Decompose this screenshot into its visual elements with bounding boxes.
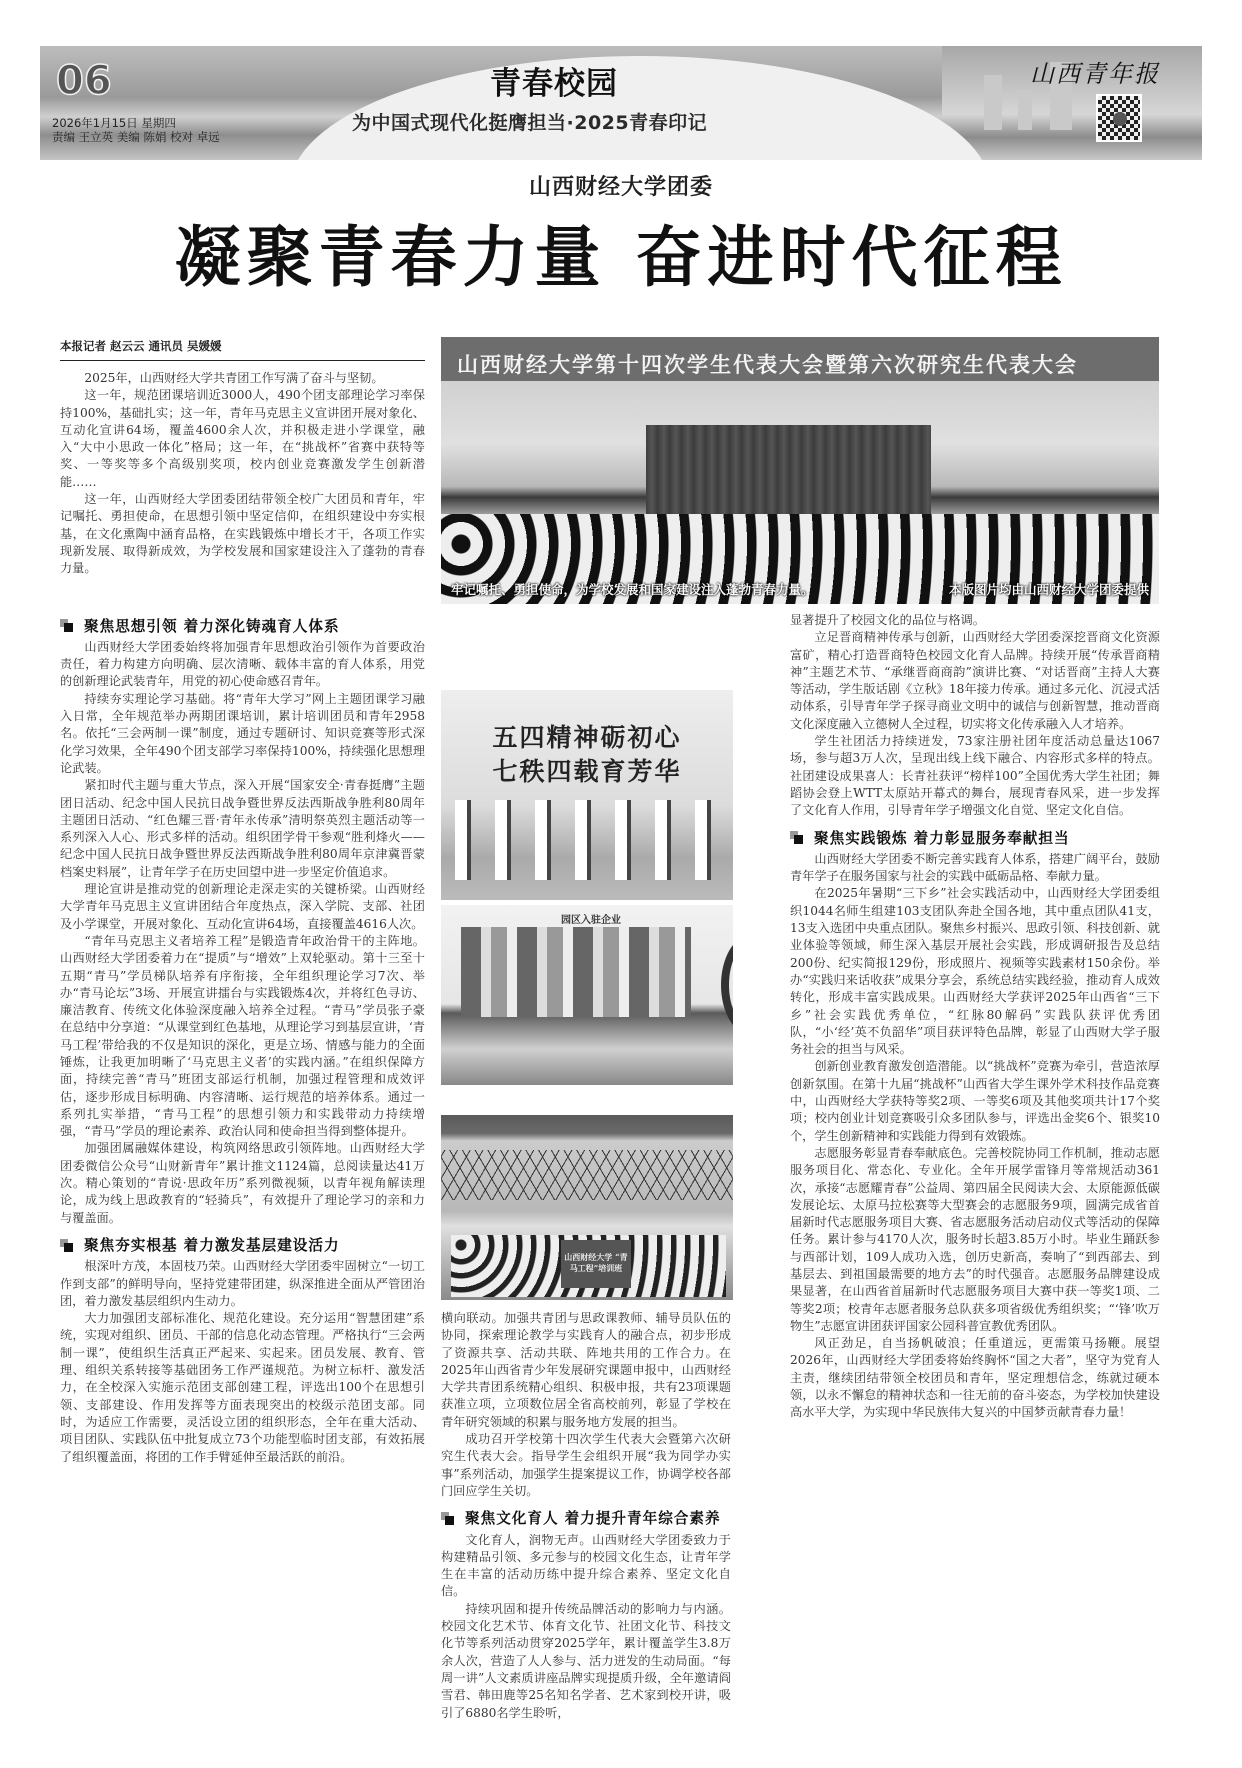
newspaper-logo: 山西青年报 xyxy=(1030,60,1160,88)
intro-paragraph: 这一年，规范团课培训近3000人，490个团支部理论学习率保持100%，基础扎实；这一年，青年马克思主义宣讲团开展对象化、互动化宣讲64场，覆盖4600余人次，并积极走进小学课堂，融入“大中小思政一体化”格局；这一年，在“挑战杯”省赛中获特等奖、一等奖等多个高级别奖项，校内创业竞赛激发学生创新潜能…… xyxy=(60,388,425,489)
photo-exhibition-booth xyxy=(441,905,733,1085)
skyline-building xyxy=(984,75,1002,130)
body-paragraph-continued: 横向联动。加强共青团与思政课教师、辅导员队伍的协同，探索理论教学与实践育人的融合点，初步形成了资源共享、活动共联、阵地共用的工作合力。在2025年山西省青少年发展研究课题申报中，山西财经大学共青团系统精心组织、积极申报，共有23项课题获准立项，立项数位居全省高校前列，彰显了学校在青年研究领域的积累与服务地方发展的担当。 xyxy=(441,1311,731,1429)
body-paragraph: 志愿服务彰显青春奉献底色。完善校院协同工作机制，推动志愿服务项目化、常态化、专业化。全年开展学雷锋月等常规活动361次，承接“志愿耀青春”公益周、第四届全民阅读大会、太原能源低碳发展论坛、太原马拉松赛等大型赛会的志愿服务9项，圆满完成省首届新时代志愿服务项目大赛、省志愿服务活动启动仪式等活动的保障任务。累计参与4170人次，服务时长超3.85万小时。毕业生踊跃参与西部计划，109人成功入选，创历史新高，奏响了“到西部去、到基层去、到祖国最需要的地方去”的时代强音。志愿服务品牌建设成果显著，在山西省首届新时代志愿服务项目大赛中获一等奖1项、二等奖2项；校青年志愿者服务总队获多项省级优秀组织奖；“‘锋’吹万物生”志愿宣讲团获评国家公园科普宣教优秀团队。 xyxy=(790,1145,1160,1333)
display-wall xyxy=(461,927,691,1017)
body-paragraph: 加强团属融媒体建设，构筑网络思政引领阵地。山西财经大学团委微信公众号“山财新青年”累计推文1124篇，总阅读量达41万次。精心策划的“青说·思政年历”系列微视频，以青年视角解读理论，成为线上思政教育的“轻骑兵”，有效提升了理论学习的亲和力与覆盖面。 xyxy=(60,1141,425,1225)
section-heading xyxy=(60,1237,425,1254)
group-flag: 山西财经大学 “青马工程”培训班 xyxy=(561,1240,631,1288)
article-column-1 xyxy=(60,370,425,1466)
byline: 本报记者 赵云云 通讯员 吴媛媛 xyxy=(60,338,425,361)
section-subtitle: 为中国式现代化挺膺担当·2025青春印记 xyxy=(352,112,708,134)
skyline-building xyxy=(1018,90,1032,130)
body-paragraph: “青年马克思主义者培养工程”是锻造青年政治骨干的主阵地。山西财经大学团委着力在“提质”与“增效”上双轮驱动。第十三至十五期“青马”学员梯队培养有序衔接，全年组织理论学习7次、举办“青马论坛”3场、开展宣讲擂台与实践锻炼4次，并将红色寻访、廉洁教育、传统文化体验深度融入培养全过程。“青马”学员张子豪在总结中分享道：“从课堂到红色基地，从理论学习到基层宣讲，‘青马工程’带给我的不仅是知识的深化，更是立场、情感与能力的全面锤炼，让我更加明晰了‘马克思主义者’的实践内涵。”在组织保障方面，持续完善“青马”班团支部运行机制，加强过程管理和成效评估，逐步形成目标明确、内容清晰、运行规范的培养体系。通过一系列扎实举措，“青马工程”的思想引领力和实践带动力持续增强，“青马”学员的理论素养、政治认同和使命担当得到整体提升。 xyxy=(60,933,425,1139)
section-heading-text: 聚焦文化育人 着力提升青年综合素养 xyxy=(465,1510,721,1528)
body-paragraph: 理论宣讲是推动党的创新理论走深走实的关键桥梁。山西财经大学青年马克思主义宣讲团结合年度热点，深入学院、支部、社团及小学课堂，开展对象化、互动化宣讲64场，直接覆盖4616人次。 xyxy=(60,882,425,931)
photo-may-fourth-concert xyxy=(441,690,733,900)
body-paragraph: 大力加强团支部标准化、规范化建设。充分运用“智慧团建”系统，实现对组织、团员、干部的信息化动态管理。严格执行“三会两制一课”，使组织生活真正严起来、实起来。团员发展、教育、管理、组织关系转接等基础团务工作严谨规范。为树立标杆、激发活力，在全校深入实施示范团支部创建工程，评选出100个在思想引领、支部建设、作用发挥等方面表现突出的校级示范团支部。同时，为适应工作需要，灵活设立团的组织形态，全年在重大活动、项目团队、实践队伍中批复成立73个功能型临时团支部，有效拓展了组织覆盖面，将团的工作手臂延伸至最活跃的前沿。 xyxy=(60,1311,425,1464)
section-bullet-icon xyxy=(441,1512,455,1526)
photo-banner-text: 山西财经大学第十四次学生代表大会暨第六次研究生代表大会 xyxy=(441,337,1159,381)
section-bullet-icon xyxy=(60,619,74,633)
ring-light xyxy=(721,935,733,1035)
intro-paragraph: 2025年，山西财经大学共青团工作写满了奋斗与坚韧。 xyxy=(84,371,384,385)
body-paragraph: 学生社团活力持续迸发，73家注册社团年度活动总量达1067场，参与超3万人次，呈现出线上线下融合、内容形式多样的特点。社团建设成果喜人：长青社获评“榜样100”全国优秀大学生社团；舞蹈协会登上WTT太原站开幕式的舞台，展现青春风采，进一步发挥了文化育人作用，引导青年学子增强文化自觉、坚定文化自信。 xyxy=(790,734,1160,818)
dateline xyxy=(52,116,220,144)
performers xyxy=(441,800,733,880)
article-column-3 xyxy=(790,612,1160,1422)
section-heading xyxy=(441,1510,731,1527)
article-column-2 xyxy=(441,1310,731,1722)
photo-stadium-group xyxy=(441,1115,733,1300)
body-paragraph: 创新创业教育激发创造潜能。以“挑战杯”竞赛为牵引，营造浓厚创新氛围。在第十九届“挑战杯”山西省大学生课外学术科技作品竞赛中，山西财经大学获特等奖2项、一等奖6项及其他奖项共计17个奖项；校内创业计划竞赛吸引众多团队参与，评选出金奖6个、银奖10个，学生创新精神和实践能力得到有效锻炼。 xyxy=(790,1059,1160,1143)
booth-sign: 园区入驻企业 xyxy=(561,915,621,926)
stadium-roof-truss xyxy=(441,1150,733,1200)
qr-code-icon[interactable] xyxy=(1096,94,1142,142)
photo-credit: 本版图片均由山西财经大学团委提供 xyxy=(948,582,1149,597)
section-bullet-icon xyxy=(60,1239,74,1253)
stage-backdrop-line1: 五四精神砺初心 xyxy=(492,723,682,752)
body-paragraph: 文化育人，润物无声。山西财经大学团委致力于构建精品引领、多元参与的校园文化生态，让青年学生在丰富的活动历练中提升综合素养、坚定文化自信。 xyxy=(441,1532,731,1599)
intro-paragraph: 这一年，山西财经大学团委团结带领全校广大团员和青年，牢记嘱托、勇担使命，在思想引领中坚定信仰，在组织建设中夯实根基，在文化熏陶中涵育品格，在实践锻炼中增长才干，各项工作实现新发展、取得新成效，为学校发展和国家建设注入了蓬勃的青春力量。 xyxy=(60,492,425,576)
body-paragraph: 风正劲足，自当扬帆破浪；任重道远，更需策马扬鞭。展望2026年，山西财经大学团委将始终胸怀“国之大者”，坚守为党育人主责，继续团结带领全校团员和青年，坚定理想信念，练就过硬本领，以永不懈怠的精神状态和一往无前的奋斗姿态，为学校加快建设高水平大学，为实现中华民族伟大复兴的中国梦贡献青春力量！ xyxy=(790,1336,1160,1420)
page-masthead xyxy=(40,46,1202,160)
photo-congress-meeting xyxy=(441,337,1159,604)
section-heading-text: 聚焦夯实根基 着力激发基层建设活力 xyxy=(84,1236,340,1254)
section-heading xyxy=(60,618,425,635)
section-title: 青春校园 xyxy=(490,66,618,102)
body-paragraph: 紧扣时代主题与重大节点，深入开展“国家安全·青春挺膺”主题团日活动、纪念中国人民抗日战争暨世界反法西斯战争胜利80周年主题团日活动、“红色耀三晋·青年永传承”清明祭英烈主题活动等一系列深入人心、形式多样的活动。组织团学骨干参观“胜利烽火——纪念中国人民抗日战争暨世界反法西斯战争胜利80周年京津冀晋蒙档案史料展”，让青年学子在历史回望中进一步坚定价值追求。 xyxy=(60,778,425,879)
page-number: 06 xyxy=(56,58,112,104)
body-paragraph: 持续巩固和提升传统品牌活动的影响力与内涵。校园文化艺术节、体育文化节、社团文化节、科技文化节等系列活动贯穿2025学年，累计覆盖学生3.8万余人次，营造了人人参与、活力迸发的生动局面。“每周一讲”人文素质讲座品牌实现提质升级，全年邀请阎雪君、韩田鹿等25名知名学者、艺术家到校开讲，吸引了6880名学生聆听， xyxy=(441,1601,731,1720)
body-paragraph: 根深叶方茂，本固枝乃荣。山西财经大学团委牢固树立“一切工作到支部”的鲜明导向，坚持党建带团建，纵深推进全面从严管团治团，着力激发基层组织内生动力。 xyxy=(60,1259,425,1308)
section-heading-text: 聚焦实践锻炼 着力彰显服务奉献担当 xyxy=(814,829,1070,847)
section-heading-text: 聚焦思想引领 着力深化铸魂育人体系 xyxy=(84,617,340,635)
article-kicker: 山西财经大学团委 xyxy=(528,174,713,200)
body-paragraph: 山西财经大学团委始终将加强青年思想政治引领作为首要政治责任，着力构建方向明确、层次清晰、载体丰富的育人体系，用党的创新理论武装青年，用党的初心使命感召青年。 xyxy=(60,639,425,689)
body-paragraph: 持续夯实理论学习基础。将“青年大学习”网上主题团课学习融入日常，全年规范举办两期团课培训，累计培训团员和青年2958名。依托“三会两制一课”制度，通过专题研讨、知识竞赛等形式深化学习效果，全年490个团支部学习率保持100%，持续强化思想理论武装。 xyxy=(60,691,425,775)
editor-credits: 责编 王立英 美编 陈娟 校对 卓远 xyxy=(52,130,220,144)
body-paragraph: 山西财经大学团委不断完善实践育人体系，搭建广阔平台，鼓励青年学子在服务国家与社会的实践中砥砺品格、奉献力量。 xyxy=(790,851,1160,884)
section-bullet-icon xyxy=(790,831,804,845)
body-paragraph: 成功召开学校第十四次学生代表大会暨第六次研究生代表大会。指导学生会组织开展“我为同学办实事”系列活动，加强学生提案提议工作，协调学校各部门回应学生关切。 xyxy=(441,1432,731,1498)
body-paragraph-continued: 显著提升了校园文化的品位与格调。 xyxy=(790,613,985,627)
stage-backdrop-line2: 七秩四载育芳华 xyxy=(492,757,682,786)
issue-date: 2026年1月15日 星期四 xyxy=(52,116,176,130)
photo-caption: 牢记嘱托、勇担使命，为学校发展和国家建设注入蓬勃青春力量。 xyxy=(451,582,814,597)
section-heading xyxy=(790,830,1160,847)
body-paragraph: 在2025年暑期“三下乡”社会实践活动中，山西财经大学团委组织1044名师生组建103支团队奔赴全国各地，其中重点团队41支，13支入选团中央重点团队。聚焦乡村振兴、思政引领、科技创新、就业体验等领域，师生深入基层开展社会实践，形成调研报告及总结200份、纪实简报129份，形成照片、视频等实践素材150余份。举办“实践归来话收获”成果分享会，系统总结实践经验，推动育人成效转化，形成丰富实践成果。山西财经大学获评2025年山西省“三下乡”社会实践优秀单位，“红脉80解码”实践队获评优秀团队，“小‘经’英不负韶华”项目获评特色品牌，彰显了山西财大学子服务社会的担当与风采。 xyxy=(790,886,1160,1057)
body-paragraph: 立足晋商精神传承与创新，山西财经大学团委深挖晋商文化资源富矿，精心打造晋商特色校园文化育人品牌。持续开展“传承晋商精神”主题艺术节、“承继晋商商韵”演讲比赛、“对话晋商”主持人大赛等活动，学生版话剧《立秋》18年接力传承。通过多元化、沉浸式活动体系，引导青年学子探寻商业文明中的诚信与创新智慧，推动晋商文化深度融入立德树人全过程，切实将文化传承融入人才培养。 xyxy=(790,630,1160,731)
article-headline: 凝聚青春力量 奋进时代征程 xyxy=(174,218,1068,296)
